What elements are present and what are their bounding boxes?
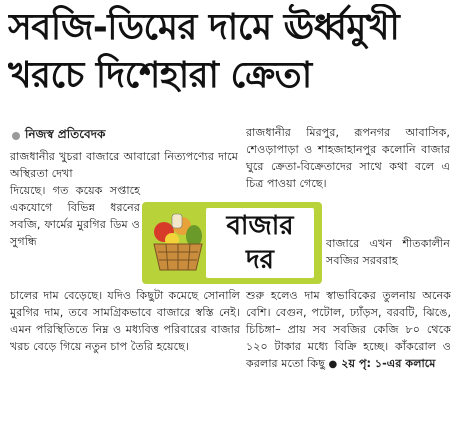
- badge-title: [206, 208, 314, 278]
- vegetable-basket-icon: [150, 210, 206, 276]
- continued-text: ২য় পৃ: ১-এর কলামে: [341, 357, 436, 370]
- byline-text: নিজস্ব প্রতিবেদক: [25, 127, 106, 141]
- badge-title-line-2: দর: [246, 245, 274, 275]
- article-text: দিয়েছে। গত কয়েক সপ্তাহে একযোগে বিভিন্ন ধরনের সবজি, ফার্মের মুরগির ডিম ও সুগন্ধি: [10, 184, 140, 248]
- article-paragraph-left-wrap: [10, 182, 140, 250]
- article-text: রাজধানীর মিরপুর, রূপনগর আবাসিক, শেওড়াপাড়া ও শাহজাহানপুর কলোনি বাজার ঘুরে ক্রেতা-বিক্রেতাদের সাথে কথা বলে এ চিত্র পাওয়া গেছে।: [246, 126, 450, 190]
- bullet-icon: [12, 132, 20, 140]
- article-paragraph-left-bottom: [10, 287, 240, 355]
- byline: [12, 126, 105, 146]
- article-paragraph-right-top: [246, 124, 450, 192]
- continued-marker: [329, 357, 436, 370]
- article-paragraph-right-wrap: [326, 235, 450, 269]
- article-paragraph-left-top: [10, 148, 238, 182]
- headline-line-1: সবজি-ডিমের দামে ঊর্ধ্বমুখী: [8, 7, 400, 48]
- article-text: বাজারে এখন শীতকালীন সবজির সরবরাহ: [326, 237, 450, 267]
- article-paragraph-right-bottom: [246, 287, 451, 373]
- continue-arrow-icon: ●: [328, 359, 338, 370]
- badge-title-line-1: বাজার: [226, 211, 294, 241]
- market-price-badge: [142, 202, 322, 284]
- headline-line-2: খরচে দিশেহারা ক্রেতা: [8, 55, 312, 96]
- article-text: শুরু হলেও দাম স্বাভাবিকের তুলনায় অনেক বেশি। বেগুন, পটোল, ঢ্যাঁড়স, বরবটি, ঝিঙে, চিচিঙ্গা– প্রায় সব সবজির কেজি ৮০ থেকে ১২০ টাকার মধ্যে বিক্রি হচ্ছে। কাঁকরোল ও করলার মতো কিছু ● ২য় পৃ: ১-এর কলামে: [246, 289, 451, 370]
- article-text: চালের দাম বেড়েছে। যদিও কিছুটা কমেছে সোনালি মুরগির দাম, তবে সামগ্রিকভাবে বাজারে স্বস্তি নেই। এমন পরিস্থিতিতে নিম্ন ও মধ্যবিত্ত পরিবারের বাজার খরচ বেড়ে গিয়ে নতুন চাপ তৈরি হয়েছে।: [10, 289, 240, 353]
- article-text: রাজধানীর খুচরা বাজারে আবারো নিত্যপণ্যের দামে অস্থিরতা দেখা: [10, 150, 238, 180]
- headline: [8, 4, 454, 100]
